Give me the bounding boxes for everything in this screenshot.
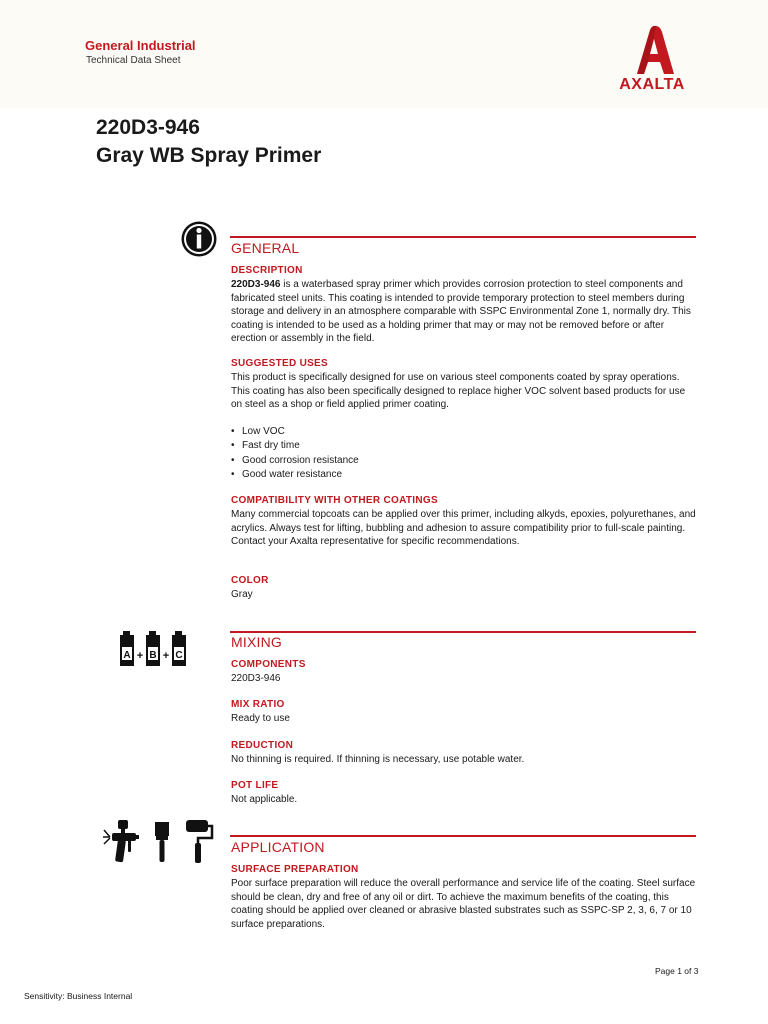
plus-icon: + bbox=[162, 650, 170, 662]
mix-ratio-text: Ready to use bbox=[231, 713, 290, 724]
compatibility-text: Many commercial topcoats can be applied over this primer, including alkyds, epoxies, polyurethanes, and acrylics. Always test for lifting, bubbling and adhesion to assure compatibility prior to full-scale painting. Contact your Axalta representative for specific recommendations. bbox=[231, 509, 696, 547]
paint-brush-icon bbox=[155, 822, 169, 862]
axalta-a-icon bbox=[604, 24, 700, 76]
description-label: DESCRIPTION bbox=[231, 265, 303, 276]
list-item: • Good corrosion resistance bbox=[231, 454, 359, 468]
info-icon bbox=[180, 220, 218, 258]
feature-list bbox=[231, 425, 359, 482]
application-rule bbox=[230, 835, 696, 837]
paint-roller-icon bbox=[186, 820, 212, 863]
list-item: • Fast dry time bbox=[231, 439, 359, 453]
color-label: COLOR bbox=[231, 575, 269, 586]
description-product-code: 220D3-946 bbox=[231, 279, 281, 290]
mixing-components-icon bbox=[118, 628, 198, 668]
general-rule bbox=[230, 236, 696, 238]
mixing-rule bbox=[230, 631, 696, 633]
product-code: 220D3-946 bbox=[96, 116, 200, 139]
section-title-application: APPLICATION bbox=[231, 839, 325, 855]
reduction-label: REDUCTION bbox=[231, 740, 294, 751]
list-item: • Low VOC bbox=[231, 425, 359, 439]
compatibility-label: COMPATIBILITY WITH OTHER COATINGS bbox=[231, 495, 438, 506]
page-number: Page 1 of 3 bbox=[655, 966, 699, 976]
logo-text: AXALTA bbox=[619, 76, 685, 93]
list-item: • Good water resistance bbox=[231, 468, 359, 482]
plus-icon: + bbox=[136, 650, 144, 662]
surface-prep-text: Poor surface preparation will reduce the overall performance and service life of the coating. Steel surface should be clean, dry and free of any oil or dirt. To achieve the maximum benefits of the coating, this coating should be applied over cleaned or abrasive blasted substrates such as SSPC-SP 2, 3, 6, 7 or 10 surface preparations. bbox=[231, 878, 696, 930]
mix-ratio-label: MIX RATIO bbox=[231, 699, 285, 710]
product-name: Gray WB Spray Primer bbox=[96, 144, 322, 167]
sensitivity-label: Sensitivity: Business Internal bbox=[24, 991, 133, 1001]
section-title-general: GENERAL bbox=[231, 240, 300, 256]
suggested-uses-label: SUGGESTED USES bbox=[231, 358, 328, 369]
color-text: Gray bbox=[231, 589, 253, 600]
header-subtitle: Technical Data Sheet bbox=[86, 55, 181, 66]
spray-gun-icon bbox=[103, 820, 139, 862]
axalta-logo bbox=[604, 24, 700, 96]
pot-life-label: POT LIFE bbox=[231, 780, 279, 791]
mix-letter-c: C bbox=[175, 650, 183, 661]
components-text: 220D3-946 bbox=[231, 673, 281, 684]
surface-prep-label: SURFACE PREPARATION bbox=[231, 864, 359, 875]
section-title-mixing: MIXING bbox=[231, 634, 282, 650]
reduction-text: No thinning is required. If thinning is necessary, use potable water. bbox=[231, 754, 525, 765]
header-brand: General Industrial bbox=[85, 38, 196, 53]
mix-letter-b: B bbox=[149, 650, 157, 661]
description-body: is a waterbased spray primer which provides corrosion protection to steel components and fabricated steel units. This coating is intended to provide temporary protection to steel members during storage and delivery in an atmosphere comparable with SSPC Environmental Zone 1, normally dry. This coating is intended to be used as a holding primer that may or may not be removed before or after erection or assembly in the field. bbox=[231, 279, 691, 344]
mix-letter-a: A bbox=[123, 650, 131, 661]
description-text bbox=[231, 278, 696, 346]
pot-life-text: Not applicable. bbox=[231, 794, 298, 805]
suggested-uses-text: This product is specifically designed for use on various steel components coated by spray operations. This coating has also been specifically designed to replace higher VOC solvent based products for use on steel as a shop or field applied primer coating. bbox=[231, 372, 686, 410]
components-label: COMPONENTS bbox=[231, 659, 306, 670]
spray-gun-brush-roller-icon bbox=[100, 818, 220, 866]
